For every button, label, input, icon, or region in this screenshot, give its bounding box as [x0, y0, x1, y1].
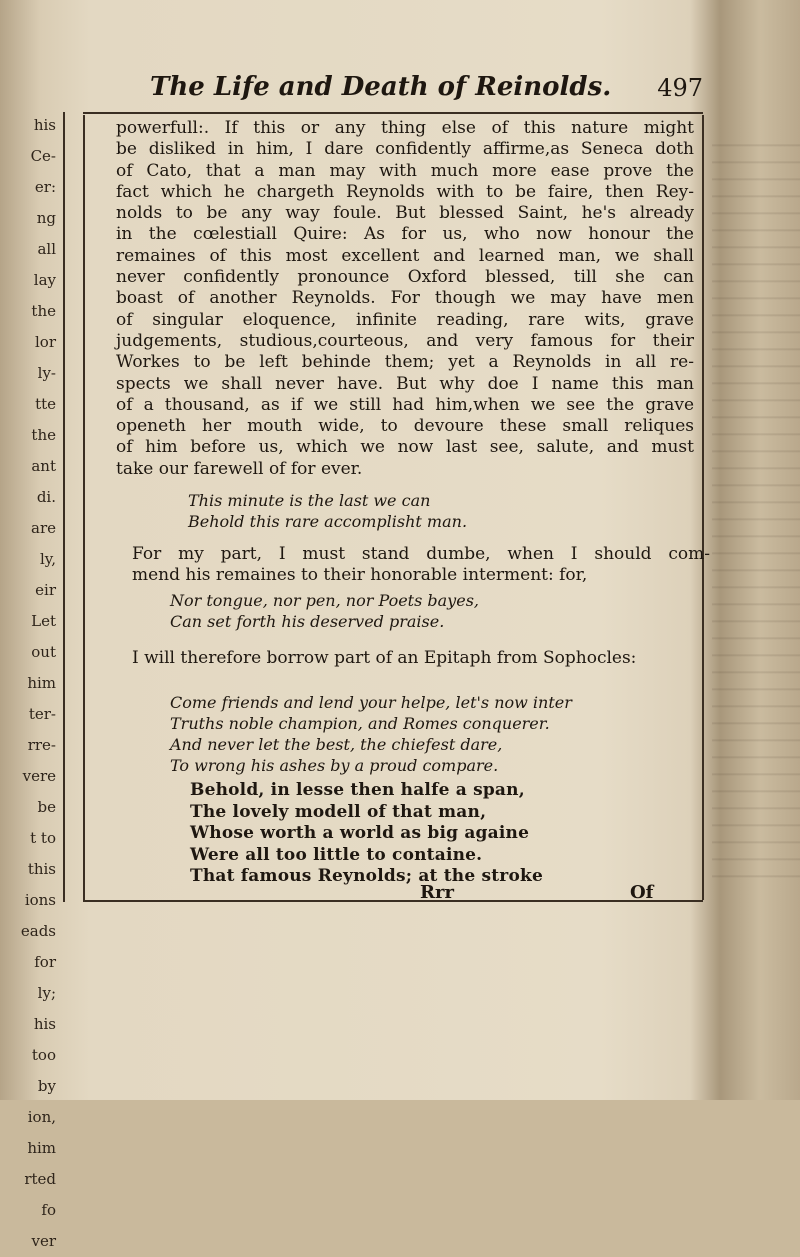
- verse-line: Can set forth his deserved praise.: [170, 612, 445, 631]
- blackletter-line: Were all too little to containe.: [190, 844, 483, 865]
- prose-line: be disliked in him, I dare confidently affirme,as Seneca doth: [116, 139, 694, 160]
- blackletter-line: That famous Reynolds; at the stroke: [190, 866, 543, 886]
- prose-line: remaines of this most excellent and learned man, we shall: [116, 245, 694, 266]
- margin-fragment: rre-: [27, 736, 56, 754]
- prose-line: spects we shall never have. But why doe I name this man: [116, 373, 694, 394]
- margin-fragment: tte: [35, 395, 56, 413]
- margin-fragment: lay: [33, 271, 56, 289]
- footer-rule: [83, 900, 703, 902]
- margin-fragment: ng: [36, 209, 56, 227]
- margin-fragment: too: [31, 1046, 56, 1064]
- prose-paragraph-1: [116, 118, 694, 480]
- verse-couplet-2: [170, 590, 748, 632]
- margin-fragment: out: [31, 643, 56, 661]
- prose-paragraph-2: [132, 544, 710, 587]
- margin-fragment: lor: [35, 333, 56, 351]
- margin-fragment: ly;: [37, 984, 56, 1002]
- prose-line: fact which he chargeth Reynolds with to be faire, then Rey-: [116, 181, 694, 202]
- verse-line: To wrong his ashes by a proud compare.: [170, 756, 499, 775]
- verse-couplet-1: [188, 490, 766, 532]
- verse-line: Behold this rare accomplisht man.: [188, 512, 468, 531]
- left-page-rule: [63, 112, 65, 902]
- margin-fragment: the: [31, 302, 56, 320]
- prose-paragraph-3: [132, 648, 710, 669]
- prose-line: of Cato, that a man may with much more ease prove the: [116, 160, 694, 181]
- margin-fragment: er:: [34, 178, 56, 196]
- margin-fragment: ver: [31, 1232, 56, 1250]
- margin-fragment: for: [34, 953, 56, 971]
- running-title: The Life and Death of Reinolds.: [150, 72, 612, 102]
- verse-line: And never let the best, the chiefest dare,: [170, 735, 503, 754]
- prose-line: in the cœlestiall Quire: As for us, who now honour the: [116, 224, 694, 245]
- prose-line: judgements, studious,courteous, and very famous for their: [116, 330, 694, 351]
- prose-line: nolds to be any way foule. But blessed Saint, he's already: [116, 203, 694, 224]
- margin-fragment: ions: [24, 891, 56, 909]
- margin-fragment: his: [33, 116, 56, 134]
- margin-fragment: ion,: [27, 1108, 56, 1126]
- prose-line: powerfull:. If this or any thing else of this nature might: [116, 118, 694, 138]
- margin-fragment: eir: [35, 581, 56, 599]
- header-rule: [83, 112, 703, 114]
- prose-line: For my part, I must stand dumbe, when I should com-: [132, 544, 710, 564]
- margin-fragment: his: [33, 1015, 56, 1033]
- prose-line: take our farewell of for ever.: [116, 458, 363, 479]
- margin-fragment: him: [27, 674, 56, 692]
- margin-fragment: ly,: [39, 550, 56, 568]
- prose-line: never confidently pronounce Oxford blessed, till she can: [116, 267, 694, 288]
- margin-fragment: by: [37, 1077, 56, 1095]
- margin-fragment: Ce-: [30, 147, 56, 165]
- verse-line: Nor tongue, nor pen, nor Poets bayes,: [170, 591, 479, 610]
- margin-fragment: vere: [22, 767, 56, 785]
- verse-line: Come friends and lend your helpe, let's now inter: [170, 693, 572, 712]
- prose-line: mend his remaines to their honorable interment: for,: [132, 565, 588, 586]
- margin-fragment: rted: [24, 1170, 56, 1188]
- epitaph-intro: I will therefore borrow part of an Epitaph from Sophocles:: [132, 648, 637, 668]
- blackletter-line: Whose worth a world as big againe: [190, 823, 530, 843]
- margin-fragment: eads: [20, 922, 56, 940]
- prose-line: of him before us, which we now last see, salute, and must: [116, 437, 694, 458]
- margin-fragment: Let: [31, 612, 56, 630]
- catchword: Rrr: [420, 882, 454, 903]
- blackletter-verse: [190, 780, 768, 888]
- frame-left-rule: [83, 115, 85, 900]
- prose-line: Workes to be left behinde them; yet a Reynolds in all re-: [116, 352, 694, 373]
- left-page-fragments: [0, 110, 60, 1250]
- epitaph-verse: [170, 692, 748, 776]
- margin-fragment: him: [27, 1139, 56, 1157]
- margin-fragment: are: [31, 519, 56, 537]
- prose-line: of singular eloquence, infinite reading, rare wits, grave: [116, 309, 694, 330]
- margin-fragment: this: [27, 860, 56, 878]
- margin-fragment: all: [37, 240, 56, 258]
- margin-fragment: ant: [31, 457, 56, 475]
- page-number: 497: [657, 74, 703, 102]
- margin-fragment: the: [31, 426, 56, 444]
- margin-fragment: fo: [41, 1201, 56, 1219]
- margin-fragment: t to: [30, 829, 56, 847]
- margin-fragment: be: [37, 798, 56, 816]
- verse-line: This minute is the last we can: [188, 491, 431, 510]
- margin-fragment: ter-: [28, 705, 56, 723]
- running-header: [150, 72, 705, 110]
- signature-mark: Of: [630, 882, 654, 903]
- margin-fragment: di.: [36, 488, 56, 506]
- blackletter-line: The lovely modell of that man,: [190, 801, 487, 822]
- prose-line: boast of another Reynolds. For though we may have men: [116, 288, 694, 309]
- prose-line: openeth her mouth wide, to devoure these small reliques: [116, 416, 694, 437]
- prose-line: of a thousand, as if we still had him,when we see the grave: [116, 394, 694, 415]
- verse-line: Truths noble champion, and Romes conquerer.: [170, 714, 550, 733]
- margin-fragment: ly-: [37, 364, 56, 382]
- blackletter-line: Behold, in lesse then halfe a span,: [190, 780, 525, 800]
